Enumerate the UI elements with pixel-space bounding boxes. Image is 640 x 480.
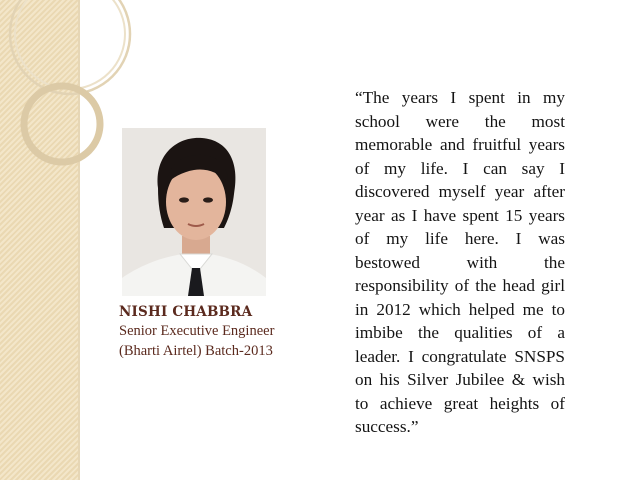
portrait-photo: [122, 128, 266, 296]
ring-small: [24, 86, 100, 162]
ring-large-2: [15, 0, 125, 89]
ring-large-1: [10, 0, 130, 94]
person-company-batch: (Bharti Airtel) Batch-2013: [119, 343, 273, 359]
person-role: Senior Executive Engineer: [119, 323, 275, 339]
testimonial-quote: “The years I spent in my school were the most memorable and fruitful years of my life. I can say I discovered myself year after year as I have spent 15 years of my life here. I was bestowed with the responsibility of the head girl in 2012 which helped me to imbibe the qualities of a leader. I congratulate SNSPS on his Silver Jubilee & wish to achieve great heights of success.”: [355, 88, 565, 436]
portrait-illustration: [122, 128, 266, 296]
person-name: NISHI CHABBRA: [119, 304, 253, 320]
